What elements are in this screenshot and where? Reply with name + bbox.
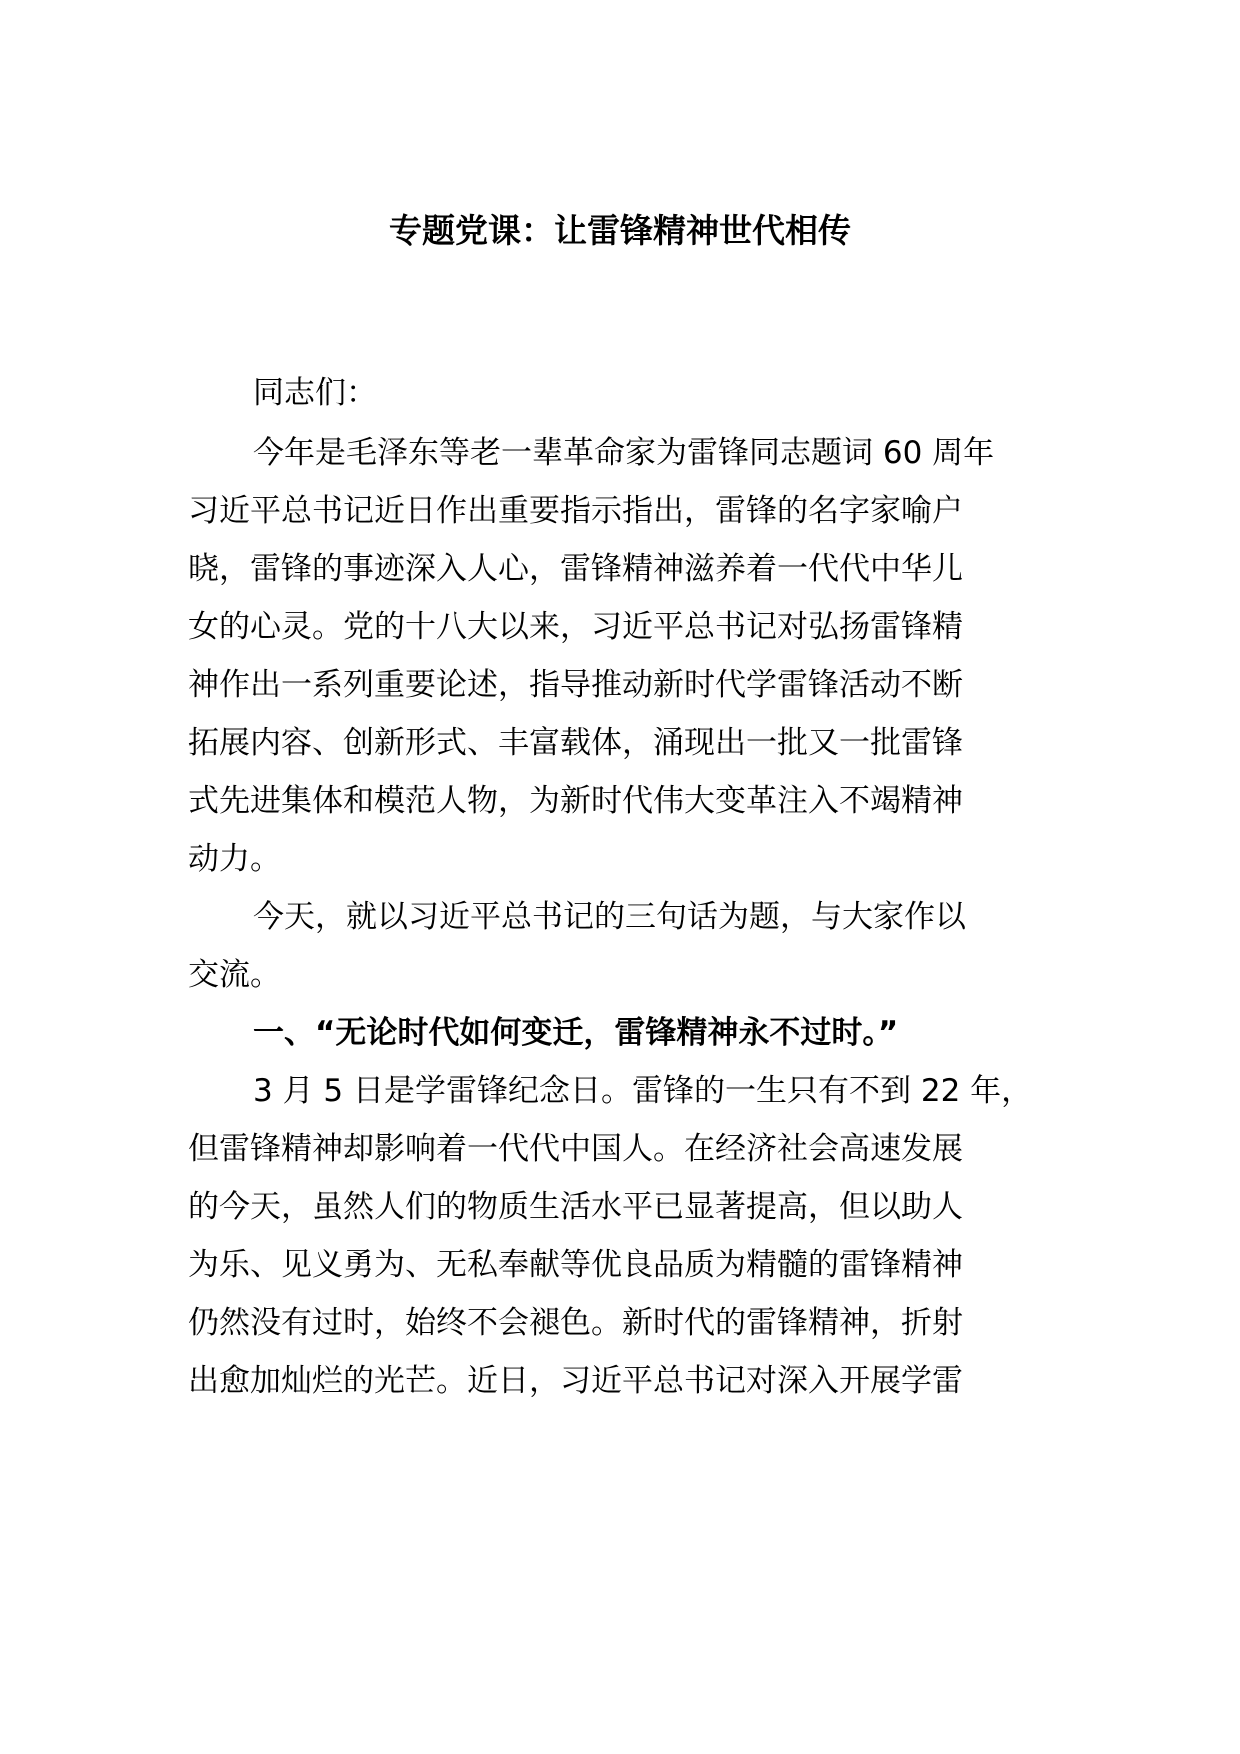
paragraph-line: 式先进集体和模范人物，为新时代伟大变革注入不竭精神: [188, 783, 963, 819]
paragraph-line: 女的心灵。党的十八大以来，习近平总书记对弘扬雷锋精: [188, 609, 963, 645]
paragraph-line: 今年是毛泽东等老一辈革命家为雷锋同志题词 60 周年: [253, 435, 995, 471]
section-heading: 一、“无论时代如何变迁，雷锋精神永不过时。”: [253, 1015, 899, 1051]
document-title: 专题党课：让雷锋精神世代相传: [389, 211, 851, 250]
paragraph-line: 神作出一系列重要论述，指导推动新时代学雷锋活动不断: [188, 667, 963, 703]
paragraph-line: 但雷锋精神却影响着一代代中国人。在经济社会高速发展: [188, 1131, 963, 1167]
salutation: 同志们：: [253, 375, 377, 411]
paragraph-line: 为乐、见义勇为、无私奉献等优良品质为精髓的雷锋精神: [188, 1247, 963, 1283]
paragraph-line: 交流。: [188, 957, 281, 993]
paragraph-line: 的今天，虽然人们的物质生活水平已显著提高，但以助人: [188, 1189, 963, 1225]
paragraph-line: 动力。: [188, 841, 281, 877]
paragraph-line: 晓，雷锋的事迹深入人心，雷锋精神滋养着一代代中华儿: [188, 551, 963, 587]
paragraph-line: 仍然没有过时，始终不会褪色。新时代的雷锋精神，折射: [188, 1305, 963, 1341]
paragraph-line: 习近平总书记近日作出重要指示指出，雷锋的名字家喻户: [188, 493, 963, 529]
paragraph-line: 今天，就以习近平总书记的三句话为题，与大家作以: [253, 899, 966, 935]
paragraph-line: 出愈加灿烂的光芒。近日，习近平总书记对深入开展学雷: [188, 1363, 963, 1399]
paragraph-line: 3 月 5 日是学雷锋纪念日。雷锋的一生只有不到 22 年，: [253, 1073, 1033, 1109]
paragraph-line: 拓展内容、创新形式、丰富载体，涌现出一批又一批雷锋: [188, 725, 963, 761]
